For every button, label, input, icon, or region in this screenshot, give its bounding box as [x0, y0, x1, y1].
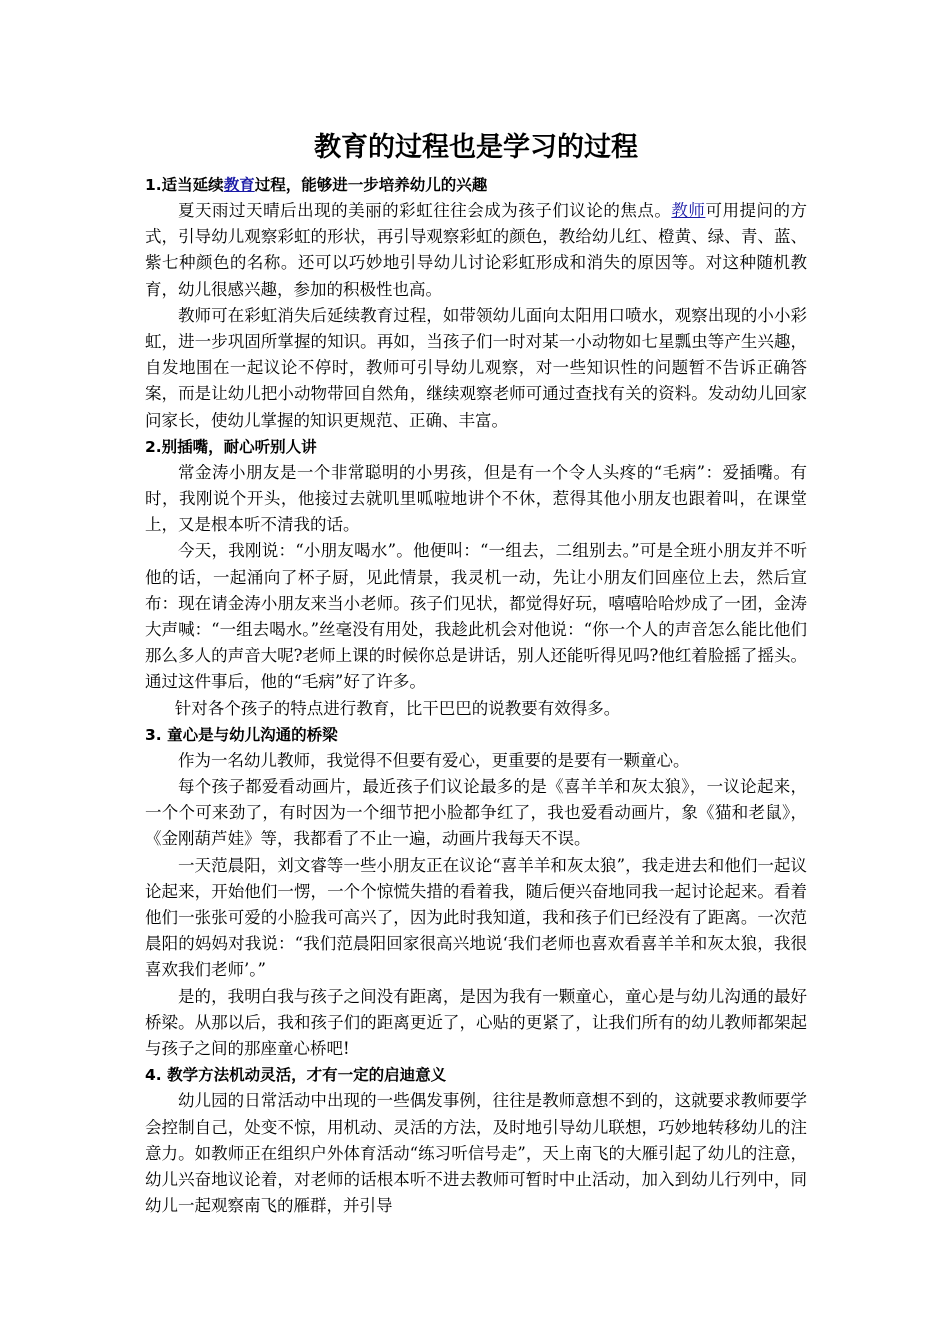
section-3-paragraph-3: 一天范晨阳，刘文睿等一些小朋友正在议论“喜羊羊和灰太狼”，我走进去和他们一起议论起来，开始他们一愣，一个个惊慌失措的看着我，随后便兴奋地同我一起讨论起来。看着他们一张张可爱的小脸我可高兴了，因为此时我知道，我和孩子们已经没有了距离。一次范晨阳的妈妈对我说：“我们范晨阳回家很高兴地说‘我们老师也喜欢看喜羊羊和灰太狼，我很喜欢我们老师’。” — [145, 855, 807, 980]
paragraph-text: 可用提问的方式，引导幼儿观察彩虹的形状，再引导观察彩虹的颜色，教给幼儿红、橙黄、绿、青、蓝、紫七种颜色的名称。还可以巧妙地引导幼儿讨论彩虹形成和消失的原因等。对这种随机教育，幼儿很感兴趣，参加的积极性也高。 — [145, 201, 808, 299]
paragraph-text: 夏天雨过天晴后出现的美丽的彩虹往往会成为孩子们议论的焦点。 — [178, 201, 672, 220]
section-3-paragraph-2: 每个孩子都爱看动画片，最近孩子们议论最多的是《喜羊羊和灰太狼》，一议论起来，一个个可来劲了，有时因为一个细节把小脸都争红了，我也爱看动画片，象《猫和老鼠》，《金刚葫芦娃》等，我都看了不止一遍，动画片我每天不误。 — [145, 777, 807, 849]
section-4-paragraph-1: 幼儿园的日常活动中出现的一些偶发事例，往往是教师意想不到的，这就要求教师要学会控制自己，处变不惊，用机动、灵活的方法，及时地引导幼儿联想，巧妙地转移幼儿的注意力。如教师正在组织户外体育活动“练习听信号走”，天上南飞的大雁引起了幼儿的注意，幼儿兴奋地议论着，对老师的话根本听不进去教师可暂时中止活动，加入到幼儿行列中，同幼儿一起观察南飞的雁群，并引导 — [145, 1091, 807, 1216]
section-2-heading: 2.别插嘴，耐心听别人讲 — [145, 437, 317, 456]
section-1-paragraph-2: 教师可在彩虹消失后延续教育过程，如带领幼儿面向太阳用口喷水，观察出现的小小彩虹，进一步巩固所掌握的知识。再如，当孩子们一时对某一小动物如七星瓢虫等产生兴趣，自发地围在一起议论不停时，教师可引导幼儿观察，对一些知识性的问题暂不告诉正确答案，而是让幼儿把小动物带回自然角，继续观察老师可通过查找有关的资料。发动幼儿回家问家长，使幼儿掌握的知识更规范、正确、丰富。 — [145, 305, 807, 430]
teacher-link[interactable]: 教师 — [671, 201, 706, 220]
section-2-paragraph-2: 今天，我刚说：“小朋友喝水”。他便叫：“一组去，二组别去。”可是全班小朋友并不听他的话，一起涌向了杯子厨，见此情景，我灵机一动，先让小朋友们回座位上去，然后宣布：现在请金涛小朋友来当小老师。孩子们见状，都觉得好玩，嘻嘻哈哈炒成了一团，金涛大声喊：“一组去喝水。”丝毫没有用处，我趁此机会对他说：“你一个人的声音怎么能比他们那么多人的声音大呢?老师上课的时候你总是讲话，别人还能听得见吗?他红着脸摇了摇头。通过这件事后，他的“毛病”好了许多。 — [145, 541, 807, 692]
section-2-paragraph-3: 针对各个孩子的特点进行教育，比干巴巴的说教要有效得多。 — [174, 698, 621, 718]
section-3-heading: 3. 童心是与幼儿沟通的桥梁 — [145, 725, 338, 744]
section-3-paragraph-1: 作为一名幼儿教师，我觉得不但要有爱心，更重要的是要有一颗童心。 — [178, 750, 690, 770]
section-1-heading-prefix: 1.适当延续 — [145, 176, 224, 194]
document-title: 教育的过程也是学习的过程 — [314, 132, 638, 163]
document-page — [145, 128, 807, 1219]
section-1-heading-suffix: 过程，能够进一步培养幼儿的兴趣 — [254, 176, 488, 194]
section-4-heading: 4. 教学方法机动灵活，才有一定的启迪意义 — [145, 1066, 447, 1085]
section-1-paragraph-1 — [145, 198, 807, 303]
section-3-paragraph-4: 是的，我明白我与孩子之间没有距离，是因为我有一颗童心，童心是与幼儿沟通的最好桥梁。从那以后，我和孩子们的距离更近了，心贴的更紧了，让我们所有的幼儿教师都架起与孩子之间的那座童心桥吧! — [145, 986, 807, 1059]
section-1-heading — [145, 172, 807, 198]
education-link[interactable]: 教育 — [223, 176, 255, 194]
section-2-paragraph-1: 常金涛小朋友是一个非常聪明的小男孩，但是有一个令人头疼的“毛病”：爱插嘴。有时，我刚说个开头，他接过去就叽里呱啦地讲个不休，惹得其他小朋友也跟着叫，在课堂上，又是根本听不清我的话。 — [145, 462, 807, 535]
